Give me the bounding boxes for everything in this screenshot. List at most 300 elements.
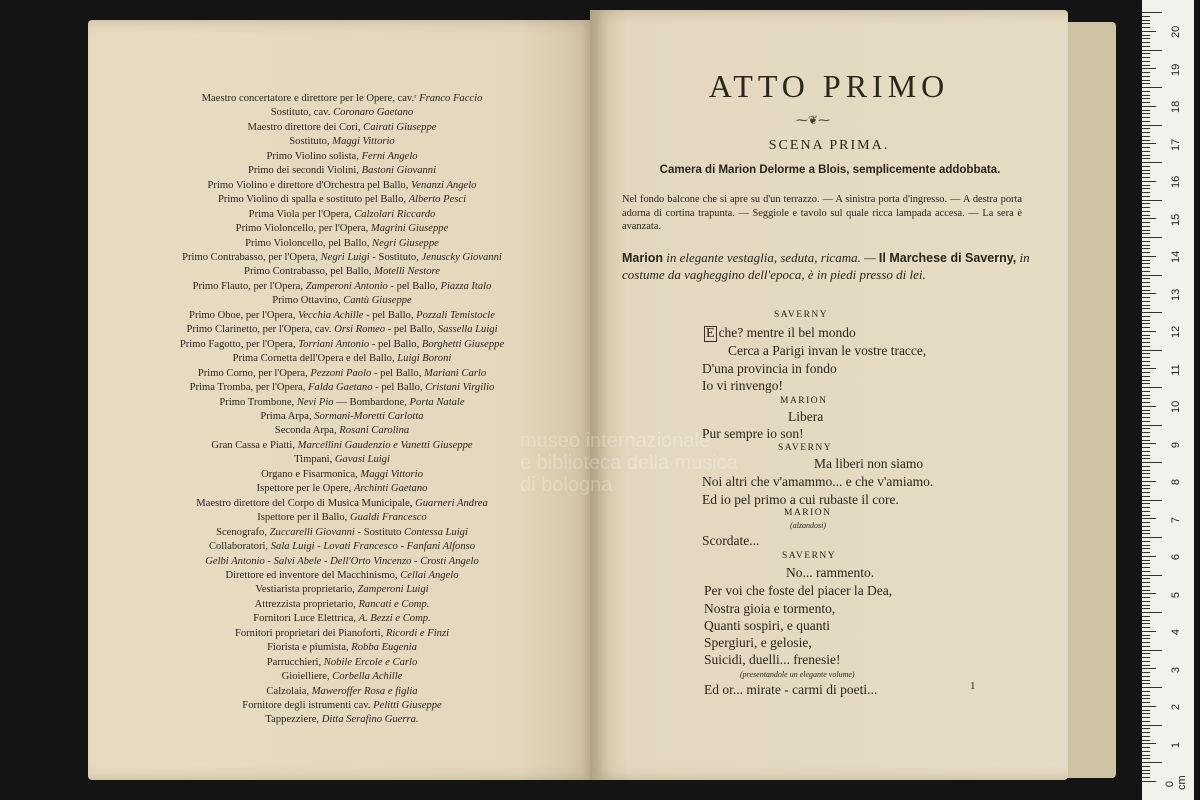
staff-entry	[88, 193, 596, 207]
ruler-tick	[1142, 781, 1156, 782]
drop-cap: E	[706, 326, 715, 341]
staff-role: Prima Tromba, per l'Opera,	[189, 382, 306, 394]
staff-role: Fiorista e piumista,	[267, 642, 349, 654]
character-name-marion: Marion	[622, 251, 663, 265]
ruler-tick	[1142, 530, 1150, 531]
ruler-tick	[1142, 496, 1150, 497]
ruler-tick	[1142, 661, 1150, 662]
verse-line: Io vi rinvengo!	[702, 378, 783, 393]
ruler-tick	[1142, 320, 1150, 321]
ruler-tick	[1142, 241, 1150, 242]
ruler-tick	[1142, 27, 1150, 28]
staff-entry	[88, 670, 596, 684]
ornament: ⁓❦⁓	[796, 113, 831, 127]
staff-name: Maggi Vittorio	[360, 468, 423, 480]
ruler-tick	[1142, 91, 1150, 92]
ruler-tick	[1142, 83, 1150, 84]
staff-name: Calzolari Riccardo	[354, 208, 436, 220]
staff-entry	[88, 164, 596, 178]
ruler-tick	[1142, 305, 1150, 306]
ruler-tick	[1142, 155, 1150, 156]
staff-name: Zuccarelli Giovanni	[269, 526, 355, 538]
staff-role: Prima Arpa,	[260, 410, 312, 422]
ruler-tick	[1142, 327, 1150, 328]
ruler-tick	[1142, 361, 1150, 362]
ruler-tick	[1142, 312, 1162, 313]
ruler-tick	[1142, 275, 1162, 276]
staff-entry	[88, 106, 596, 120]
staff-role: Primo Contrabasso, pel Ballo,	[244, 266, 372, 278]
ruler-tick	[1142, 653, 1150, 654]
staff-name: Archinti Gaetano	[353, 483, 428, 495]
staff-name: Zamperoni Antonio	[305, 280, 388, 292]
ruler-tick	[1142, 777, 1150, 778]
ruler-tick	[1142, 642, 1150, 643]
staff-entry	[88, 699, 596, 713]
ruler-tick	[1142, 16, 1150, 17]
ruler-tick	[1142, 492, 1150, 493]
ruler-label: 14	[1170, 250, 1182, 263]
staff-name: Nobile Ercole e Carlo	[323, 656, 418, 668]
ruler-tick	[1142, 218, 1156, 219]
ruler-tick	[1142, 702, 1150, 703]
ruler-tick	[1142, 256, 1156, 257]
staff-entry	[88, 352, 596, 366]
staff-name: Orsi Romeo	[334, 324, 386, 336]
ruler-tick	[1142, 650, 1162, 651]
ruler-tick	[1142, 447, 1150, 448]
ruler-tick	[1142, 237, 1162, 238]
ruler-tick	[1142, 286, 1150, 287]
ruler-tick	[1142, 597, 1150, 598]
ruler-tick	[1142, 413, 1150, 414]
ruler-tick	[1142, 672, 1150, 673]
ruler-tick	[1142, 605, 1150, 606]
staff-role: Timpani,	[294, 454, 333, 466]
staff-role: Sostituto,	[289, 136, 330, 148]
ruler-tick	[1142, 188, 1150, 189]
ruler-tick	[1142, 770, 1150, 771]
staff-role: Primo Contrabasso, per l'Opera,	[182, 251, 318, 263]
ruler-tick	[1142, 665, 1150, 666]
ruler-tick	[1142, 683, 1150, 684]
staff-entry	[88, 396, 596, 410]
staff-role: - pel Ballo,	[366, 309, 414, 321]
staff-entry	[88, 92, 596, 106]
staff-role: - pel Ballo,	[375, 382, 423, 394]
staff-role: Primo Ottavino,	[272, 295, 341, 307]
ruler-label: 15	[1170, 213, 1182, 226]
ruler-tick	[1142, 301, 1150, 302]
staff-entry	[88, 251, 596, 265]
back-cover	[1060, 22, 1116, 778]
staff-role: Primo Corno, per l'Opera,	[197, 367, 308, 379]
staff-role: Ispettore per le Opere,	[256, 483, 352, 495]
staff-role: - pel Ballo,	[371, 338, 420, 350]
ruler-tick	[1142, 432, 1150, 433]
ruler-tick	[1142, 346, 1150, 347]
ruler-tick	[1142, 290, 1150, 291]
watermark-line: e biblioteca della musica	[520, 452, 738, 474]
verse-line: Libera	[788, 409, 824, 424]
ruler-tick	[1142, 263, 1150, 264]
ruler-tick	[1142, 222, 1150, 223]
ruler-tick	[1142, 207, 1150, 208]
staff-role: Attrezzista proprietario,	[254, 598, 356, 610]
staff-role: - pel Ballo,	[373, 367, 422, 379]
staff-role: Primo Violoncello, pel Ballo,	[245, 237, 370, 249]
ruler-tick	[1142, 728, 1150, 729]
ruler-tick	[1142, 698, 1150, 699]
staff-name: Magrini Giuseppe	[370, 223, 449, 235]
ruler-tick	[1142, 23, 1150, 24]
staff-entry	[88, 713, 596, 727]
staff-name: Mariani Carlo	[424, 367, 487, 379]
act-title: ATTO PRIMO	[708, 68, 950, 104]
staff-entry	[88, 179, 596, 193]
ruler-tick	[1142, 357, 1150, 358]
staff-entry	[88, 280, 596, 294]
ruler-tick	[1142, 72, 1150, 73]
ruler-tick	[1142, 758, 1150, 759]
staff-name: Pozzali Temistocle	[416, 309, 495, 321]
staff-entry	[88, 135, 596, 149]
verse-line: Nostra gioia e tormento,	[704, 601, 836, 616]
staff-name: Cristani Virgilio	[425, 382, 495, 394]
ruler-tick	[1142, 233, 1150, 234]
ruler-tick	[1142, 230, 1150, 231]
character-name-saverny: Il Marchese di Saverny,	[878, 251, 1017, 265]
ruler-tick	[1142, 53, 1150, 54]
ruler-tick	[1142, 736, 1150, 737]
ruler-tick	[1142, 211, 1150, 212]
staff-name: Luigi Boroni	[397, 353, 452, 365]
ruler-tick	[1142, 143, 1156, 144]
ruler-tick	[1142, 668, 1156, 669]
staff-name: Porta Natale	[409, 396, 465, 408]
ruler-tick	[1142, 623, 1150, 624]
ruler-tick	[1142, 170, 1150, 171]
staff-role: Primo Flauto, per l'Opera,	[192, 280, 304, 292]
staff-name: Rancati e Comp.	[358, 598, 430, 610]
staff-name: Rosani Carolina	[339, 425, 410, 437]
ruler-tick	[1142, 293, 1156, 294]
ruler-tick	[1142, 631, 1156, 632]
staff-name: Gualdi Francesco	[349, 512, 427, 524]
staff-name: Cairati Giuseppe	[363, 121, 437, 133]
scene-title: SCENA PRIMA.	[768, 138, 890, 153]
ruler-tick	[1142, 308, 1150, 309]
staff-name: Sala Luigi - Lovati Francesco - Fanfani Alfonso	[270, 541, 476, 553]
ruler-tick	[1142, 117, 1150, 118]
ruler-tick	[1142, 440, 1150, 441]
staff-role: Organo e Fisarmonica,	[261, 468, 358, 480]
staff-name: Pelitti Giuseppe	[373, 700, 442, 712]
ruler-tick	[1142, 417, 1150, 418]
ruler-tick	[1142, 68, 1156, 69]
staff-entry	[88, 641, 596, 655]
staff-entry	[88, 222, 596, 236]
ruler-tick	[1142, 481, 1156, 482]
ruler-tick	[1142, 425, 1162, 426]
watermark-line: di bologna	[520, 474, 613, 496]
ruler-tick	[1142, 548, 1150, 549]
ruler-label: 5	[1170, 591, 1182, 598]
ruler-label: 3	[1170, 666, 1182, 673]
ruler-tick	[1142, 706, 1156, 707]
staff-role: Direttore ed inventore del Macchinismo,	[225, 569, 398, 581]
staff-name: Cantù Giuseppe	[343, 295, 412, 307]
staff-name: Piazza Italo	[440, 280, 492, 292]
staff-entry	[88, 612, 596, 626]
stage-direction-inline: (presentandole un elegante volume)	[740, 670, 855, 679]
speaker-name: SAVERNY	[782, 551, 837, 561]
ruler-tick	[1142, 560, 1150, 561]
ruler-tick	[1142, 747, 1150, 748]
staff-entry	[88, 497, 596, 511]
ruler-tick	[1142, 350, 1162, 351]
ruler-tick	[1142, 755, 1150, 756]
ruler-label: 8	[1170, 478, 1182, 486]
staff-role: - pel Ballo,	[387, 324, 436, 336]
ruler-tick	[1142, 762, 1162, 763]
ruler-tick	[1142, 387, 1162, 388]
page-number: 1	[970, 680, 976, 692]
ruler-tick	[1142, 35, 1150, 36]
ruler-tick	[1142, 282, 1150, 283]
right-page	[590, 10, 1068, 780]
verse-line: Noi altri che v'amammo... e che v'amiamo.	[702, 474, 934, 489]
staff-role: Calzolaia,	[266, 685, 310, 697]
ruler-label: 17	[1170, 138, 1182, 151]
staff-role: Gioielliere,	[281, 671, 330, 683]
staff-entry	[88, 540, 596, 554]
ruler-tick	[1142, 335, 1150, 336]
staff-entry	[88, 150, 596, 164]
ruler-tick	[1142, 721, 1150, 722]
ruler-tick	[1142, 132, 1150, 133]
speaker-name: MARION	[780, 396, 828, 406]
staff-role: Primo Oboe, per l'Opera,	[189, 309, 296, 321]
staff-role: Collaboratori,	[208, 541, 269, 553]
ruler-tick	[1142, 136, 1150, 137]
ruler-tick	[1142, 61, 1150, 62]
staff-entry	[88, 121, 596, 135]
ruler-tick	[1142, 500, 1162, 501]
ruler-tick	[1142, 545, 1150, 546]
staff-role: Primo Violino e direttore d'Orchestra pel Ballo,	[207, 179, 409, 191]
ruler-tick	[1142, 203, 1150, 204]
ruler-tick	[1142, 466, 1150, 467]
staff-role: Maestro concertatore e direttore per le Opere, cav.ʳ	[201, 93, 417, 104]
ruler-tick	[1142, 147, 1150, 148]
ruler-tick	[1142, 451, 1150, 452]
verse-line: Scordate...	[702, 533, 760, 548]
ruler-tick	[1142, 717, 1150, 718]
verse-line: Ma liberi non siamo	[814, 456, 924, 471]
ruler-tick	[1142, 368, 1156, 369]
ruler-tick	[1142, 95, 1150, 96]
staff-role: Primo Trombone,	[219, 396, 295, 408]
ruler-tick	[1142, 383, 1150, 384]
ruler-tick	[1142, 518, 1156, 519]
staff-entry	[88, 685, 596, 699]
staff-entry	[88, 598, 596, 612]
ruler-tick	[1142, 526, 1150, 527]
ruler-tick	[1142, 98, 1150, 99]
ruler-label: 12	[1170, 325, 1182, 338]
ruler-tick	[1142, 158, 1150, 159]
staff-entry	[88, 381, 596, 395]
ruler-tick	[1142, 271, 1150, 272]
staff-role: Seconda Arpa,	[274, 425, 337, 437]
ruler-label: 9	[1170, 441, 1182, 448]
staff-role: Vestiarista proprietario,	[255, 584, 355, 596]
ruler-tick	[1142, 751, 1150, 752]
ruler-tick	[1142, 181, 1156, 182]
ruler-tick	[1142, 612, 1162, 613]
ruler-tick	[1142, 725, 1162, 726]
ruler-tick	[1142, 687, 1162, 688]
ruler-tick	[1142, 331, 1156, 332]
ruler-tick	[1142, 342, 1150, 343]
ruler-tick	[1142, 125, 1162, 126]
staff-entry	[88, 583, 596, 597]
watermark	[520, 430, 738, 496]
ruler-tick	[1142, 627, 1150, 628]
verse-line: Suicidi, duelli... frenesie!	[704, 652, 841, 667]
staff-role: Primo Fagotto, per l'Opera,	[179, 338, 296, 350]
ruler-tick	[1142, 406, 1156, 407]
ruler-tick	[1142, 267, 1150, 268]
ruler-tick	[1142, 680, 1150, 681]
verse-line: Ed io pel primo a cui rubaste il core.	[702, 492, 899, 507]
ruler-tick	[1142, 376, 1150, 377]
staff-name: Gelbi Antonio - Salvi Abele - Dell'Orto Vincenzo - Crosti Angelo	[205, 555, 479, 567]
staff-role: - pel Ballo,	[390, 280, 438, 292]
ruler-tick	[1142, 578, 1150, 579]
staff-name: A. Bezzi e Comp.	[358, 613, 431, 625]
ruler-tick	[1142, 635, 1150, 636]
ruler-tick	[1142, 316, 1150, 317]
ruler-tick	[1142, 646, 1150, 647]
verse-line: Per voi che foste del piacer la Dea,	[704, 583, 893, 598]
staff-role: Primo Violino solista,	[266, 150, 359, 162]
staff-name: Maweroffer Rosa e figlia	[311, 685, 418, 697]
staff-name: Pezzoni Paolo	[310, 367, 372, 379]
staff-role: Fornitore degli istrumenti cav.	[242, 700, 371, 712]
character-desc-saverny: in costume da vagheggino dell'epoca, è in piedi presso di lei.	[622, 250, 1030, 282]
staff-role: Prima Viola per l'Opera,	[248, 208, 352, 220]
ruler-tick	[1142, 590, 1150, 591]
character-description	[622, 250, 1042, 283]
ruler-tick	[1142, 173, 1150, 174]
ruler-tick	[1142, 571, 1150, 572]
ruler-tick	[1142, 110, 1150, 111]
staff-role: Ispettore per il Ballo,	[257, 512, 348, 524]
staff-name: Borghetti Giuseppe	[421, 338, 505, 350]
ruler-tick	[1142, 391, 1150, 392]
ruler-tick	[1142, 12, 1162, 13]
ruler-tick	[1142, 42, 1150, 43]
verse-line: Cerca a Parigi invan le vostre tracce,	[728, 343, 927, 358]
ruler-tick	[1142, 503, 1150, 504]
staff-entry	[88, 569, 596, 583]
staff-entry	[88, 410, 596, 424]
staff-role: Sostituto, cav.	[270, 107, 331, 119]
ruler-tick	[1142, 462, 1162, 463]
ruler-tick	[1142, 128, 1150, 129]
ruler-label: 4	[1170, 628, 1182, 636]
ruler-tick	[1142, 428, 1150, 429]
ruler-tick	[1142, 743, 1156, 744]
ruler-tick	[1142, 106, 1156, 107]
ruler-tick	[1142, 620, 1150, 621]
ruler-tick	[1142, 113, 1150, 114]
staff-name: Falda Gaetano	[308, 382, 373, 394]
staff-entry	[88, 656, 596, 670]
staff-name: Negri Giuseppe	[372, 237, 439, 249]
character-desc-marion: in elegante vestaglia, seduta, ricama. —	[666, 250, 876, 265]
ruler-tick	[1142, 470, 1150, 471]
staff-name: Zamperoni Luigi	[357, 584, 429, 596]
staff-name: Maggi Vittorio	[332, 136, 395, 148]
ruler-tick	[1142, 567, 1150, 568]
ruler-tick	[1142, 80, 1150, 81]
staff-name: Ricordi e Finzi	[385, 627, 450, 639]
staff-role: Parrucchieri,	[266, 656, 322, 668]
ruler-tick	[1142, 395, 1150, 396]
ruler-tick	[1142, 507, 1150, 508]
ruler-tick	[1142, 177, 1150, 178]
ruler-tick	[1142, 458, 1150, 459]
ruler-tick	[1142, 260, 1150, 261]
ruler-tick	[1142, 365, 1150, 366]
ruler-tick	[1142, 57, 1150, 58]
ruler-tick	[1142, 192, 1150, 193]
ruler-tick	[1142, 402, 1150, 403]
ruler-tick	[1142, 421, 1150, 422]
ruler-tick	[1142, 582, 1150, 583]
scene-location: Camera di Marion Delorme a Blois, semplicemente addobbata.	[659, 164, 1001, 176]
staff-list	[88, 92, 596, 728]
staff-name: Vecchia Achille	[298, 309, 364, 321]
staff-entry	[88, 208, 596, 222]
verse-line: Quanti sospiri, e quanti	[704, 618, 830, 633]
ruler-tick	[1142, 563, 1150, 564]
ruler-tick	[1142, 541, 1150, 542]
staff-entry	[88, 265, 596, 279]
staff-name: Nevi Pio	[296, 396, 334, 408]
ruler-tick	[1142, 248, 1150, 249]
ruler-tick	[1142, 196, 1150, 197]
ruler-tick	[1142, 162, 1162, 163]
ruler-tick	[1142, 140, 1150, 141]
staff-role: Primo dei secondi Violini,	[247, 165, 359, 177]
staff-entry	[88, 323, 596, 337]
ruler-tick	[1142, 533, 1150, 534]
staff-name: Gavasi Luigi	[334, 454, 390, 466]
ruler-label: 6	[1170, 553, 1182, 561]
staff-role: Maestro direttore dei Cori,	[247, 121, 361, 133]
staff-name: Sassella Luigi	[437, 324, 498, 336]
staff-entry	[88, 294, 596, 308]
staff-entry	[88, 555, 596, 569]
ruler-tick	[1142, 740, 1150, 741]
ruler-tick	[1142, 601, 1150, 602]
ruler-tick	[1142, 455, 1150, 456]
stage-direction-inline: (alzandosi)	[790, 521, 826, 530]
